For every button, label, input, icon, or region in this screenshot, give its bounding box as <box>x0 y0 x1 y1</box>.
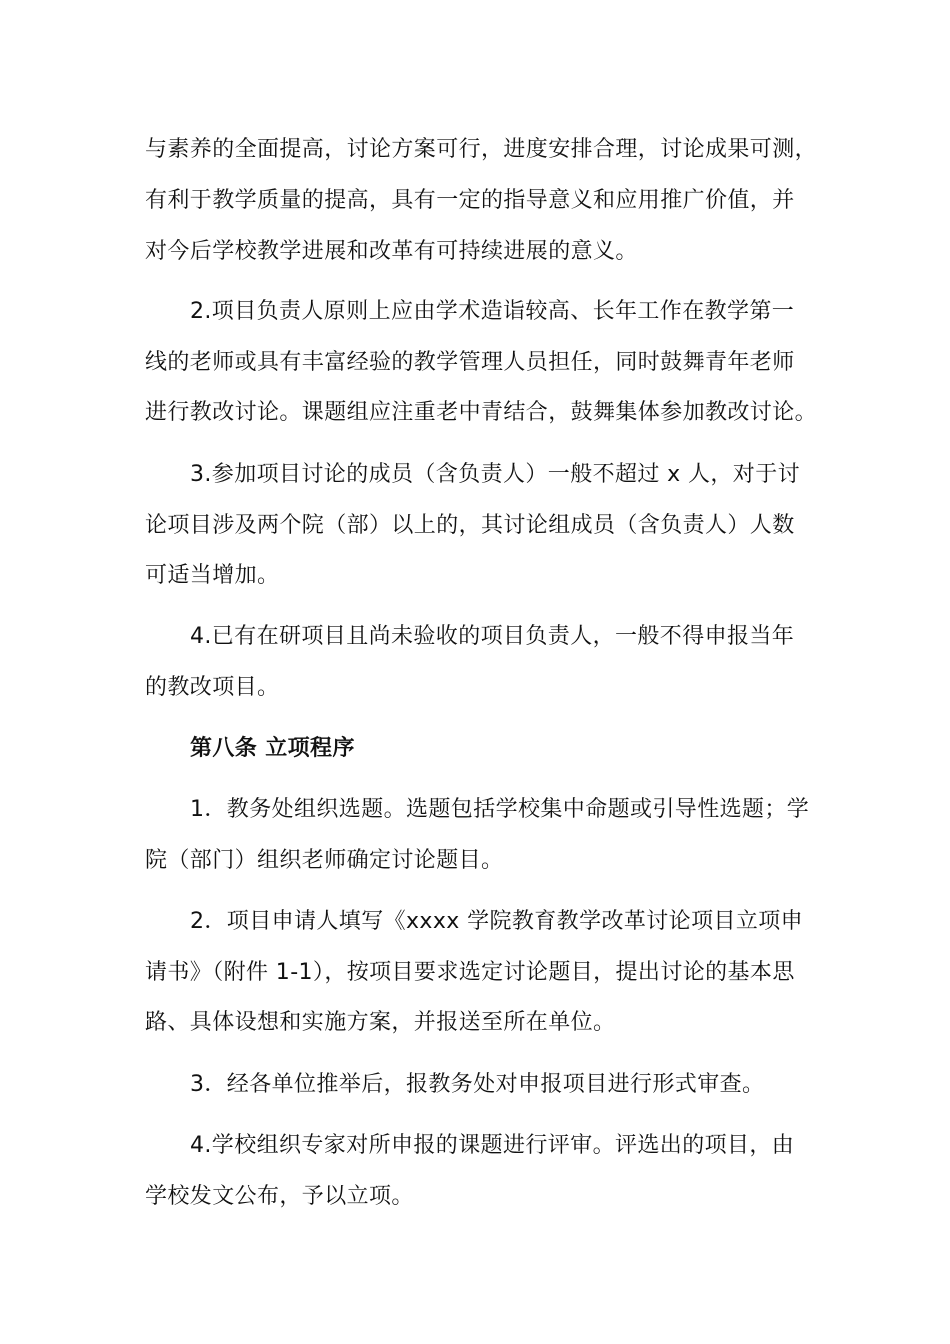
step-4-line: 4.学校组织专家对所申报的课题进行评审。评选出的项目，由 <box>190 1133 795 1158</box>
item-3-line: 可适当增加。 <box>145 563 280 588</box>
step-4-line: 学校发文公布，予以立项。 <box>145 1184 414 1209</box>
step-3-line: 3．经各单位推举后，报教务处对申报项目进行形式审查。 <box>190 1072 765 1097</box>
step-2-line: 2．项目申请人填写《xxxx 学院教育教学改革讨论项目立项申 <box>190 909 804 934</box>
item-2-line: 线的老师或具有丰富经验的教学管理人员担任，同时鼓舞青年老师 <box>145 350 795 375</box>
article-8-heading: 第八条 立项程序 <box>190 736 355 761</box>
paragraph-line: 对今后学校教学进展和改革有可持续进展的意义。 <box>145 239 638 264</box>
step-1-line: 1．教务处组织选题。选题包括学校集中命题或引导性选题；学 <box>190 797 810 822</box>
paragraph-line: 有利于教学质量的提高，具有一定的指导意义和应用推广价值，并 <box>145 188 795 213</box>
item-2-line: 2.项目负责人原则上应由学术造诣较高、长年工作在教学第一 <box>190 299 795 324</box>
paragraph-line: 与素养的全面提高，讨论方案可行，进度安排合理，讨论成果可测， <box>145 137 818 162</box>
item-2-line: 进行教改讨论。课题组应注重老中青结合，鼓舞集体参加教改讨论。 <box>145 400 818 425</box>
item-4-line: 4.已有在研项目且尚未验收的项目负责人，一般不得申报当年 <box>190 624 795 649</box>
step-2-line: 路、具体设想和实施方案，并报送至所在单位。 <box>145 1010 616 1035</box>
item-4-line: 的教改项目。 <box>145 675 280 700</box>
item-3-line: 论项目涉及两个院（部）以上的，其讨论组成员（含负责人）人数 <box>145 513 795 538</box>
step-2-line: 请书》（附件 1-1），按项目要求选定讨论题目，提出讨论的基本思 <box>145 960 795 985</box>
step-1-line: 院（部门）组织老师确定讨论题目。 <box>145 848 504 873</box>
item-3-line: 3.参加项目讨论的成员（含负责人）一般不超过 x 人，对于讨 <box>190 462 800 487</box>
